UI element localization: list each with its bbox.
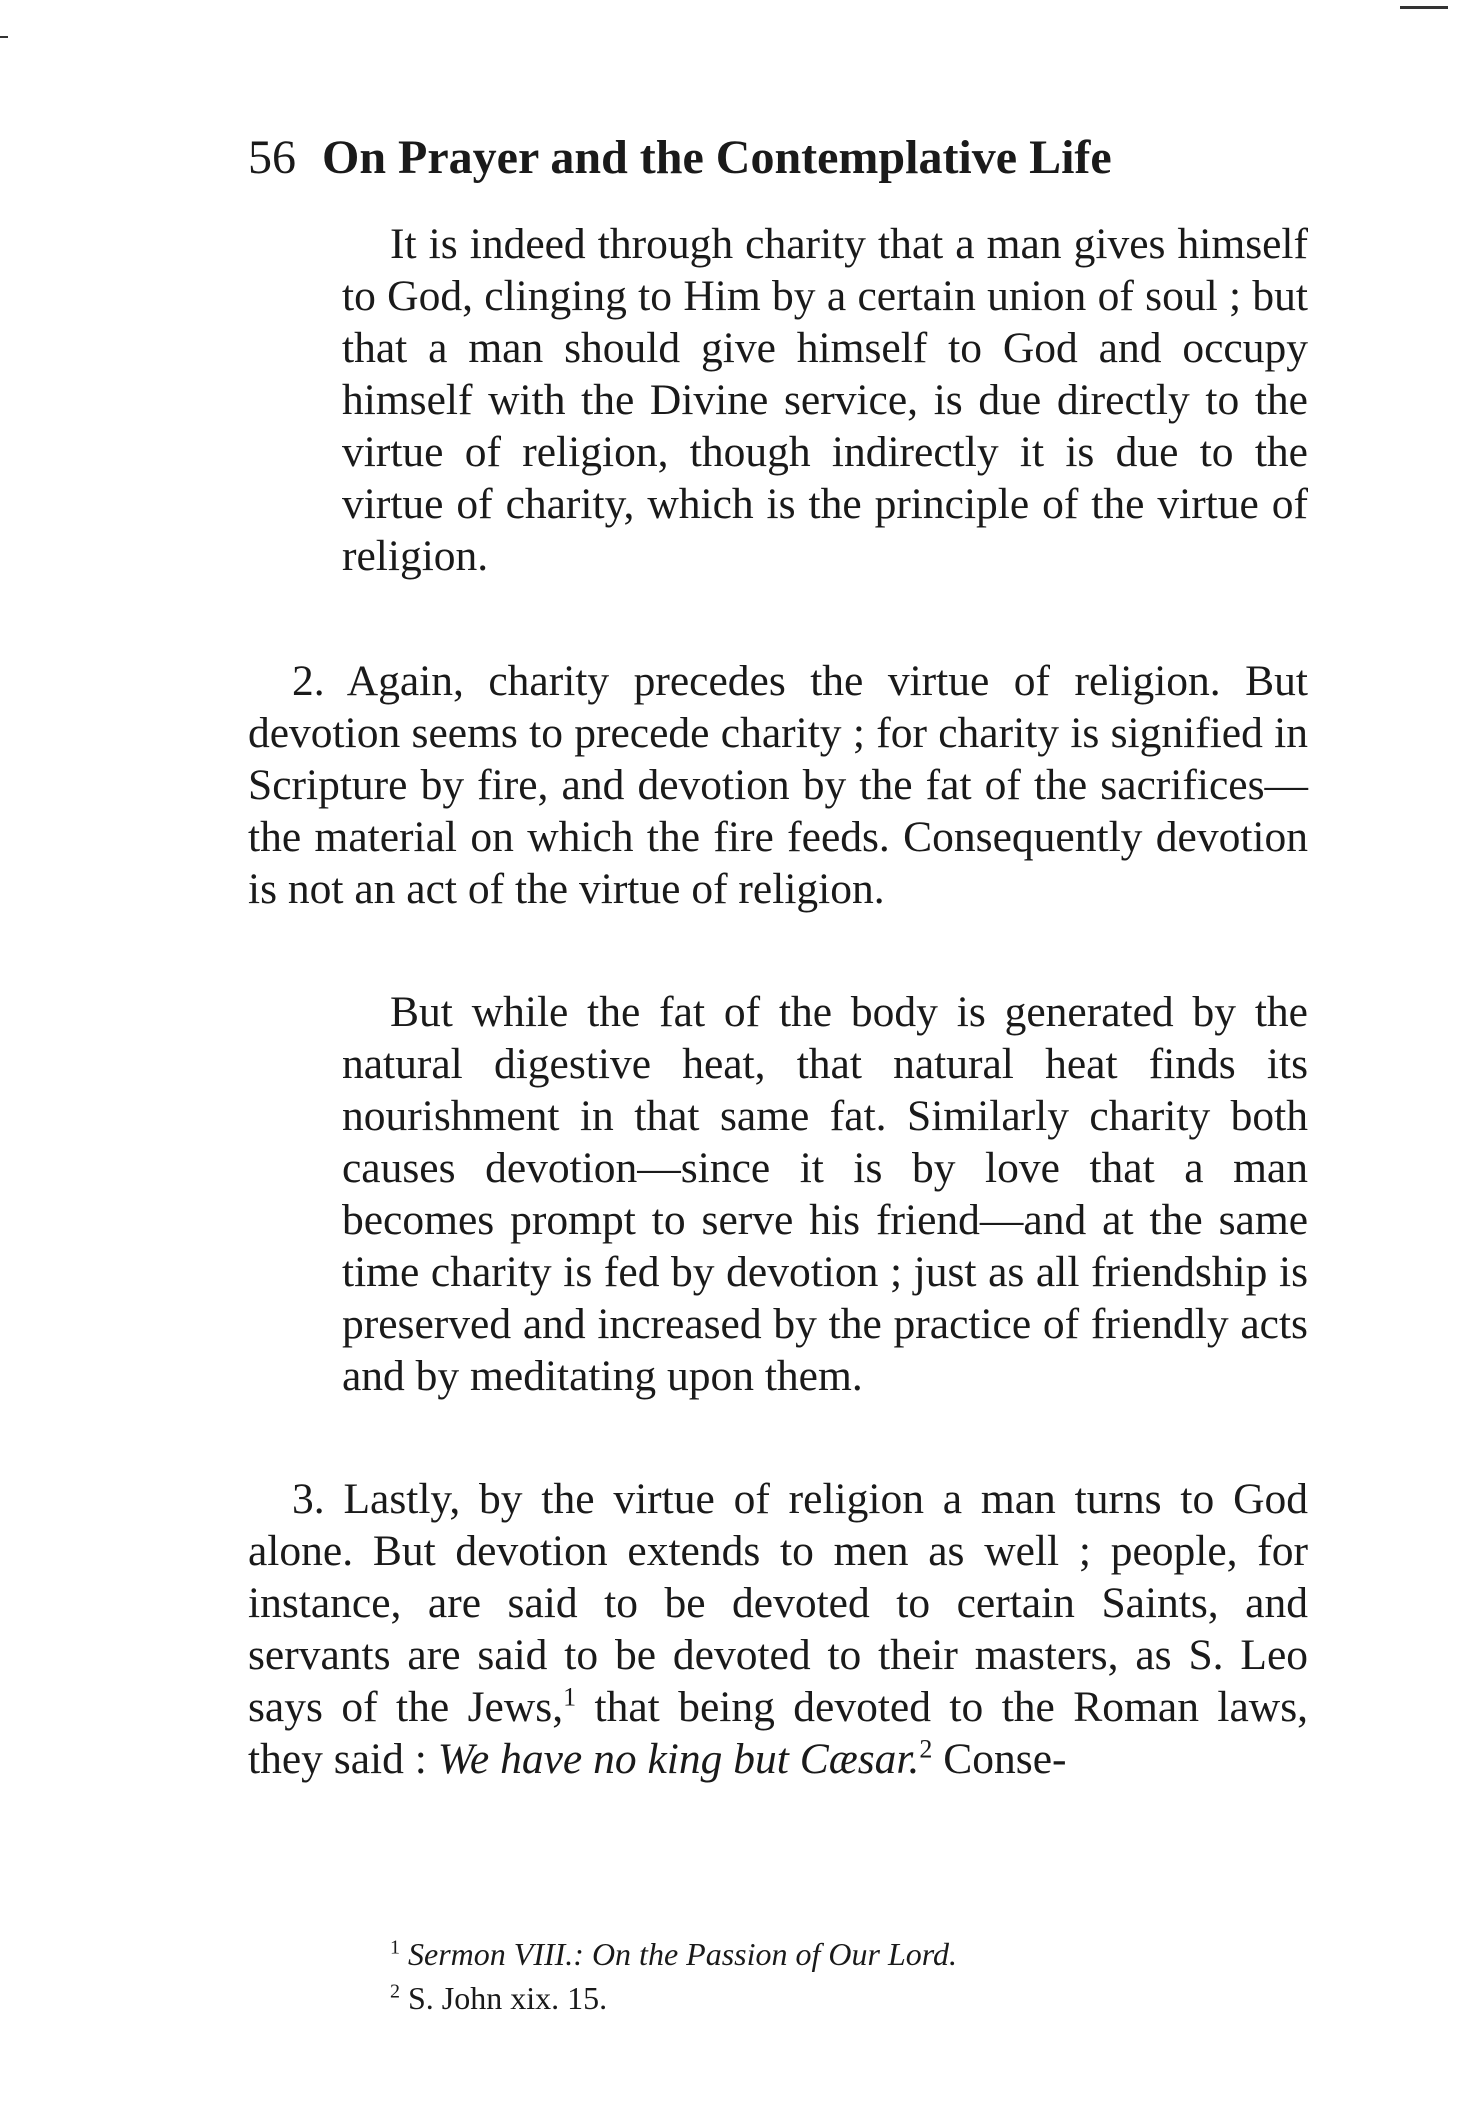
running-title: On Prayer and the Contemplative Life [322,131,1112,184]
paragraph-objection-2: 2. Again, charity precedes the virtue of religion. But devotion seems to precede charity ; for charity is signified in Scripture by fire, and devotion by the fat of the sacrifices—the material on which the fire feeds. Consequently devotion is not an act of the virtue of religion. [248,657,1308,913]
scripture-quote: We have no king but Cæsar. [437,1735,920,1783]
footnote-1-text: Sermon VIII.: On the Passion of Our Lord. [408,1936,957,1972]
scan-mark-top-right [1400,6,1448,9]
paragraph-reply-2: But while the fat of the body is generated by the natural digestive heat, that natural heat finds its nourishment in that same fat. Similarly charity both causes devotion—since it is by love that a man becomes prompt to serve his friend—and at the same time charity is fed by devotion ; just as all friendship is preserved and increased by the practice of friendly acts and by meditating upon them. [342,988,1308,1400]
footnote-1 [390,1932,1290,1976]
footnote-2-text: S. John xix. 15. [408,1980,608,2016]
page-number: 56 [248,131,296,184]
footnotes [390,1932,1290,2020]
running-header [248,128,1308,188]
paragraph-objection-3-text-a: 3. Lastly, by the virtue of religion a man turns to God alone. But devotion extends to men as well ; people, for instance, are said to be devoted to certain Saints, and servants are said to be devoted to their masters, as S. Leo says of the Jews, [248,1475,1308,1731]
scan-mark-top-left [0,36,8,38]
footnote-2-mark: 2 [390,1980,400,2003]
paragraph-reply-1: It is indeed through charity that a man gives himself to God, clinging to Him by a certain union of soul ; but that a man should give himself to God and occupy himself with the Divine service, is due directly to the virtue of religion, though indirectly it is due to the virtue of charity, which is the principle of the virtue of religion. [342,220,1308,580]
footnote-2 [390,1976,1290,2020]
footnote-1-mark: 1 [390,1936,400,1959]
paragraph-objection-3-text-c: Conse- [932,1735,1067,1783]
paragraph-objection-3-text-b: that being devoted to the Roman laws, they said : [248,1683,1308,1783]
footnote-ref-2: 2 [919,1734,933,1764]
paragraph-objection-3 [248,1473,1308,1785]
footnote-ref-1: 1 [563,1682,577,1712]
